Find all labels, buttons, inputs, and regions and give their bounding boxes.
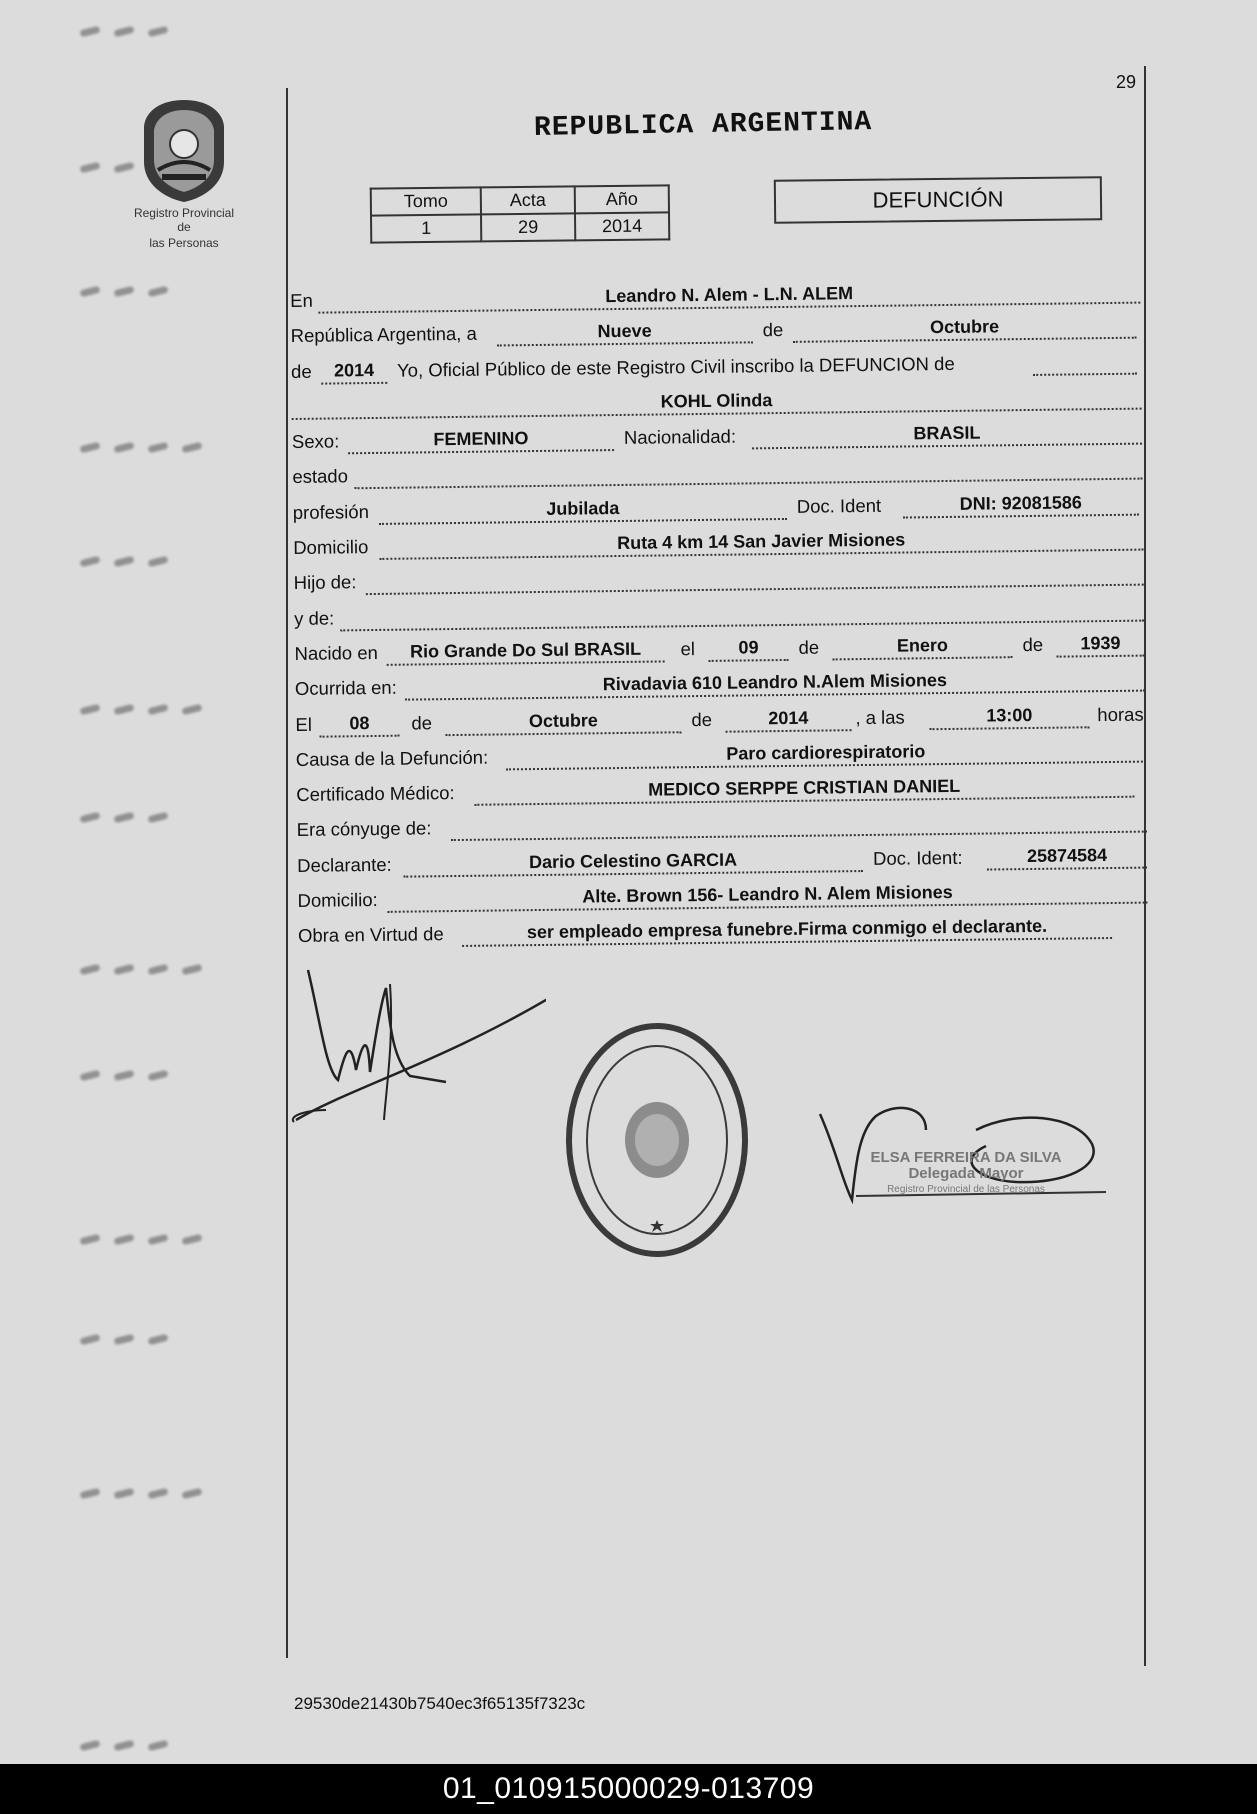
field-birth-year: 1939: [1056, 633, 1144, 658]
bleed-through-mark: [80, 282, 280, 312]
label-doc-ident: Doc. Ident: [796, 494, 882, 517]
signature-area: [286, 960, 1146, 1280]
document-hash: 29530de21430b7540ec3f65135f7323c: [294, 1694, 586, 1713]
logo-caption-line1: Registro Provincial de: [133, 206, 235, 234]
bleed-through-mark: [80, 960, 280, 990]
label-obra: Obra en Virtud de: [297, 923, 444, 947]
field-deceased-name: KOHL Olinda: [291, 385, 1141, 419]
label-de-year: de: [290, 360, 312, 382]
field-year-trailing: [1033, 350, 1137, 375]
page-title: REPUBLICA ARGENTINA: [533, 107, 873, 144]
bleed-through-mark: [80, 22, 280, 52]
field-sexo: FEMENINO: [348, 427, 614, 454]
label-republica: República Argentina, a: [290, 323, 477, 347]
field-certificado: MEDICO SERPPE CRISTIAN DANIEL: [474, 774, 1134, 806]
field-year: 2014: [321, 359, 387, 384]
label-el: el: [680, 638, 696, 660]
field-nacionalidad: BRASIL: [752, 421, 1142, 450]
label-estado: estado: [292, 465, 349, 488]
field-doc2: 25874584: [987, 844, 1147, 870]
field-day-words: Nueve: [497, 320, 753, 347]
officer-stamp-line2: Delegada Mayor: [908, 1165, 1024, 1182]
bleed-through-mark: [80, 1330, 280, 1360]
field-month: Octubre: [792, 315, 1136, 343]
label-conyuge: Era cónyuge de:: [296, 817, 432, 841]
registry-stamp-icon: [562, 1020, 752, 1260]
label-domicilio2: Domicilio:: [297, 889, 378, 911]
footer-document-id: 01_010915000029-013709: [0, 1764, 1257, 1814]
table-row: [371, 212, 669, 242]
field-ocurrida: Rivadavia 610 Leandro N.Alem Misiones: [405, 668, 1145, 701]
field-doc-ident: DNI: 92081586: [903, 491, 1139, 518]
label-doc2: Doc. Ident:: [872, 846, 963, 869]
label-ocurrida: Ocurrida en:: [294, 676, 397, 700]
field-death-month: Octubre: [445, 709, 681, 736]
label-de-death-month: de: [411, 711, 433, 734]
field-domicilio2: Alte. Brown 156- Leandro N. Alem Misiones: [387, 880, 1147, 913]
bleed-through-mark: [80, 1230, 280, 1260]
registry-logo: [128, 96, 240, 250]
label-certificado: Certificado Médico:: [296, 782, 455, 806]
bleed-through-mark: [80, 1736, 280, 1766]
field-birth-month: Enero: [832, 634, 1012, 660]
field-birth-place: Rio Grande Do Sul BRASIL: [386, 638, 664, 665]
label-en: En: [290, 289, 313, 311]
bleed-through-mark: [80, 1484, 280, 1514]
label-causa: Causa de la Defunción:: [295, 746, 489, 770]
label-domicilio: Domicilio: [293, 536, 369, 559]
label-de-birth-month: de: [798, 636, 820, 658]
province-seal-icon: [136, 96, 232, 204]
page-number: 29: [1116, 72, 1137, 92]
registry-table: [370, 184, 671, 243]
label-El: El: [295, 713, 312, 735]
label-declarante: Declarante:: [296, 853, 392, 876]
field-domicilio: Ruta 4 km 14 San Javier Misiones: [379, 527, 1143, 560]
bleed-through-mark: [80, 1066, 280, 1096]
table-header-row: [371, 185, 669, 215]
label-horas: horas: [1097, 703, 1144, 725]
header-tomo: Tomo: [371, 187, 481, 215]
label-profesion: profesión: [292, 500, 370, 523]
label-de-death-year: de: [691, 708, 713, 730]
bleed-through-mark: [80, 438, 280, 468]
officer-stamp-line1: ELSA FERREIRA DA SILVA: [870, 1149, 1062, 1166]
label-de: de: [762, 319, 784, 341]
label-sexo: Sexo:: [291, 430, 340, 453]
label-yde: y de:: [293, 607, 335, 629]
bleed-through-mark: [80, 700, 280, 730]
field-obra: ser empleado empresa funebre.Firma conmigo el declarante.: [462, 915, 1112, 947]
left-margin-line: [286, 88, 288, 1658]
field-causa: Paro cardiorespiratorio: [506, 738, 1146, 770]
bleed-through-mark: [80, 552, 280, 582]
label-yo-text: Yo, Oficial Público de este Registro Civil inscribo la DEFUNCION de: [396, 352, 955, 381]
header-anio: Año: [575, 185, 669, 213]
header-acta: Acta: [481, 186, 575, 214]
field-death-time: 13:00: [929, 704, 1089, 730]
value-tomo: 1: [371, 214, 481, 242]
label-hijo: Hijo de:: [293, 571, 357, 594]
record-type-box: DEFUNCIÓN: [774, 176, 1102, 223]
label-nacionalidad: Nacionalidad:: [623, 425, 737, 449]
declarant-signature-icon: [286, 960, 546, 1140]
value-anio: 2014: [575, 212, 669, 240]
label-de-birth-year: de: [1022, 633, 1044, 656]
field-death-year: 2014: [725, 707, 851, 733]
field-death-day: 08: [319, 712, 399, 737]
value-acta: 29: [481, 213, 575, 241]
field-profesion: Jubilada: [379, 496, 787, 525]
bleed-through-mark: [80, 808, 280, 838]
label-nacido: Nacido en: [294, 641, 378, 664]
death-record-form: [290, 272, 1150, 953]
officer-stamp-line3: Registro Provincial de las Personas: [887, 1184, 1045, 1195]
field-declarante: Dario Celestino GARCIA: [403, 848, 863, 878]
label-a-las: , a las: [855, 706, 905, 728]
field-place: Leandro N. Alem - L.N. ALEM: [318, 280, 1140, 314]
officer-stamp: [846, 1150, 1086, 1198]
logo-caption-line2: las Personas: [149, 236, 219, 250]
field-birth-day: 09: [708, 637, 788, 662]
